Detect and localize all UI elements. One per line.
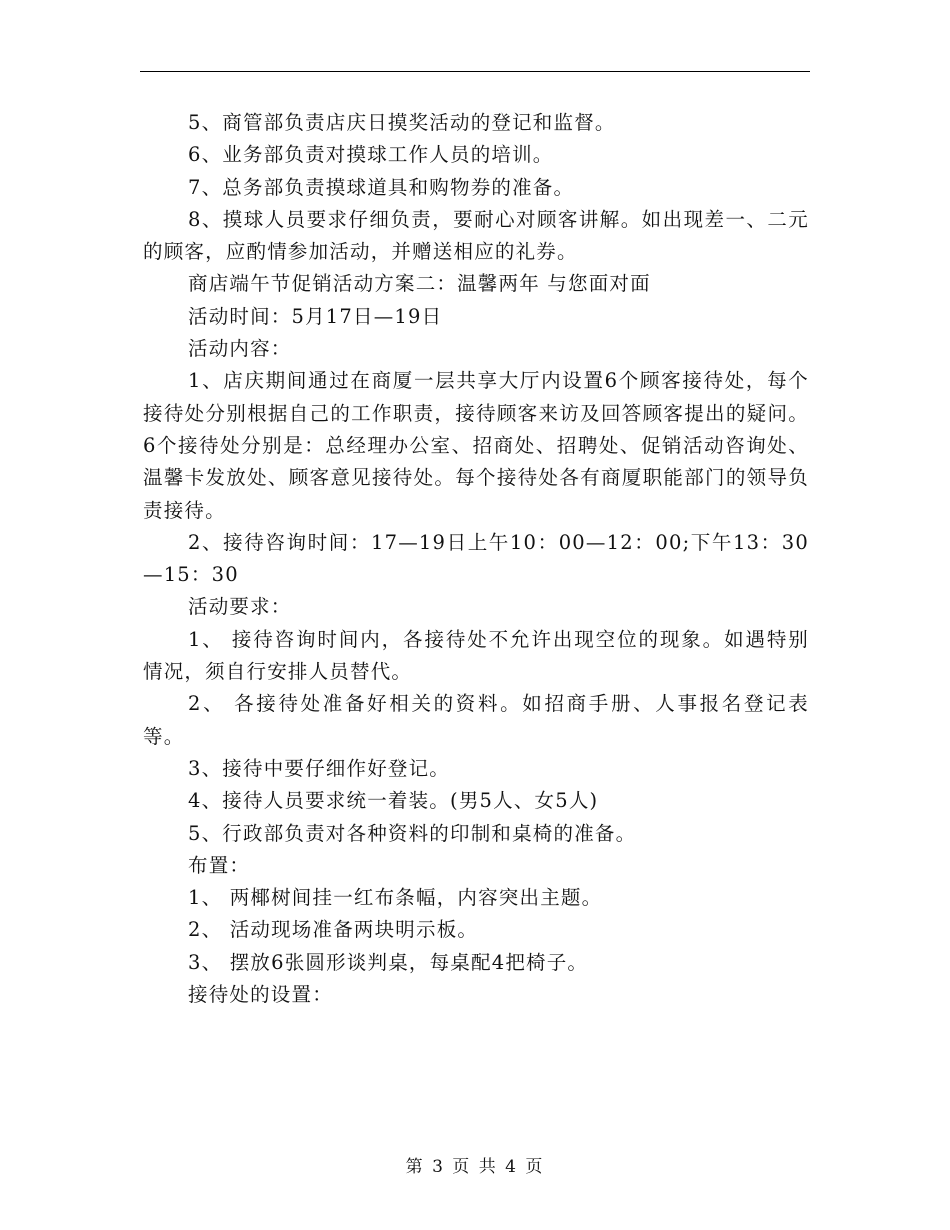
paragraph: 5、商管部负责店庆日摸奖活动的登记和监督。: [188, 111, 616, 134]
section-heading: 活动内容：: [188, 337, 292, 361]
paragraph: 5、行政部负责对各种资料的印制和桌椅的准备。: [188, 821, 637, 845]
paragraph: 1、 两椰树间挂一红布条幅，内容突出主题。: [188, 886, 603, 910]
section-heading: 布置：: [188, 853, 251, 877]
paragraph: 1、 接待咨询时间内，各接待处不允许出现空位的现象。如遇特别情况，须自行安排人员替代。: [143, 627, 809, 684]
paragraph: 4、接待人员要求统一着装。(男5人、女5人): [188, 789, 599, 813]
paragraph: 2、 各接待处准备好相关的资料。如招商手册、人事报名登记表等。: [143, 692, 809, 748]
paragraph: 1、店庆期间通过在商厦一层共享大厅内设置6个顾客接待处，每个接待处分别根据自己的工作职责，接待顾客来访及回答顾客提出的疑问。6个接待处分别是：总经理办公室、招商处、招聘处、促销活动咨询处、温馨卡发放处、顾客意见接待处。每个接待处各有商厦职能部门的领导负责接待。: [143, 369, 809, 522]
paragraph: 2、接待咨询时间：17—19日上午10：00—12：00;下午13：30—15：30: [143, 530, 809, 587]
paragraph: 6、业务部负责对摸球工作人员的培训。: [188, 143, 554, 167]
paragraph: 3、 摆放6张圆形谈判桌，每桌配4把椅子。: [188, 950, 589, 974]
page-number: 第 3 页 共 4 页: [405, 1157, 545, 1177]
section-title: 商店端午节促销活动方案二：温馨两年 与您面对面: [188, 272, 651, 296]
paragraph: 活动时间：5月17日—19日: [188, 304, 443, 328]
section-heading: 接待处的设置：: [188, 983, 333, 1007]
header-rule: [140, 71, 810, 72]
paragraph: 8、摸球人员要求仔细负责，要耐心对顾客讲解。如出现差一、二元的顾客，应酌情参加活动，并赠送相应的礼券。: [143, 207, 809, 264]
section-heading: 活动要求：: [188, 595, 292, 619]
paragraph: 3、接待中要仔细作好登记。: [188, 756, 451, 780]
document-body: [143, 107, 809, 1011]
paragraph: 2、 活动现场准备两块明示板。: [188, 918, 479, 942]
paragraph: 7、总务部负责摸球道具和购物券的准备。: [188, 175, 575, 199]
